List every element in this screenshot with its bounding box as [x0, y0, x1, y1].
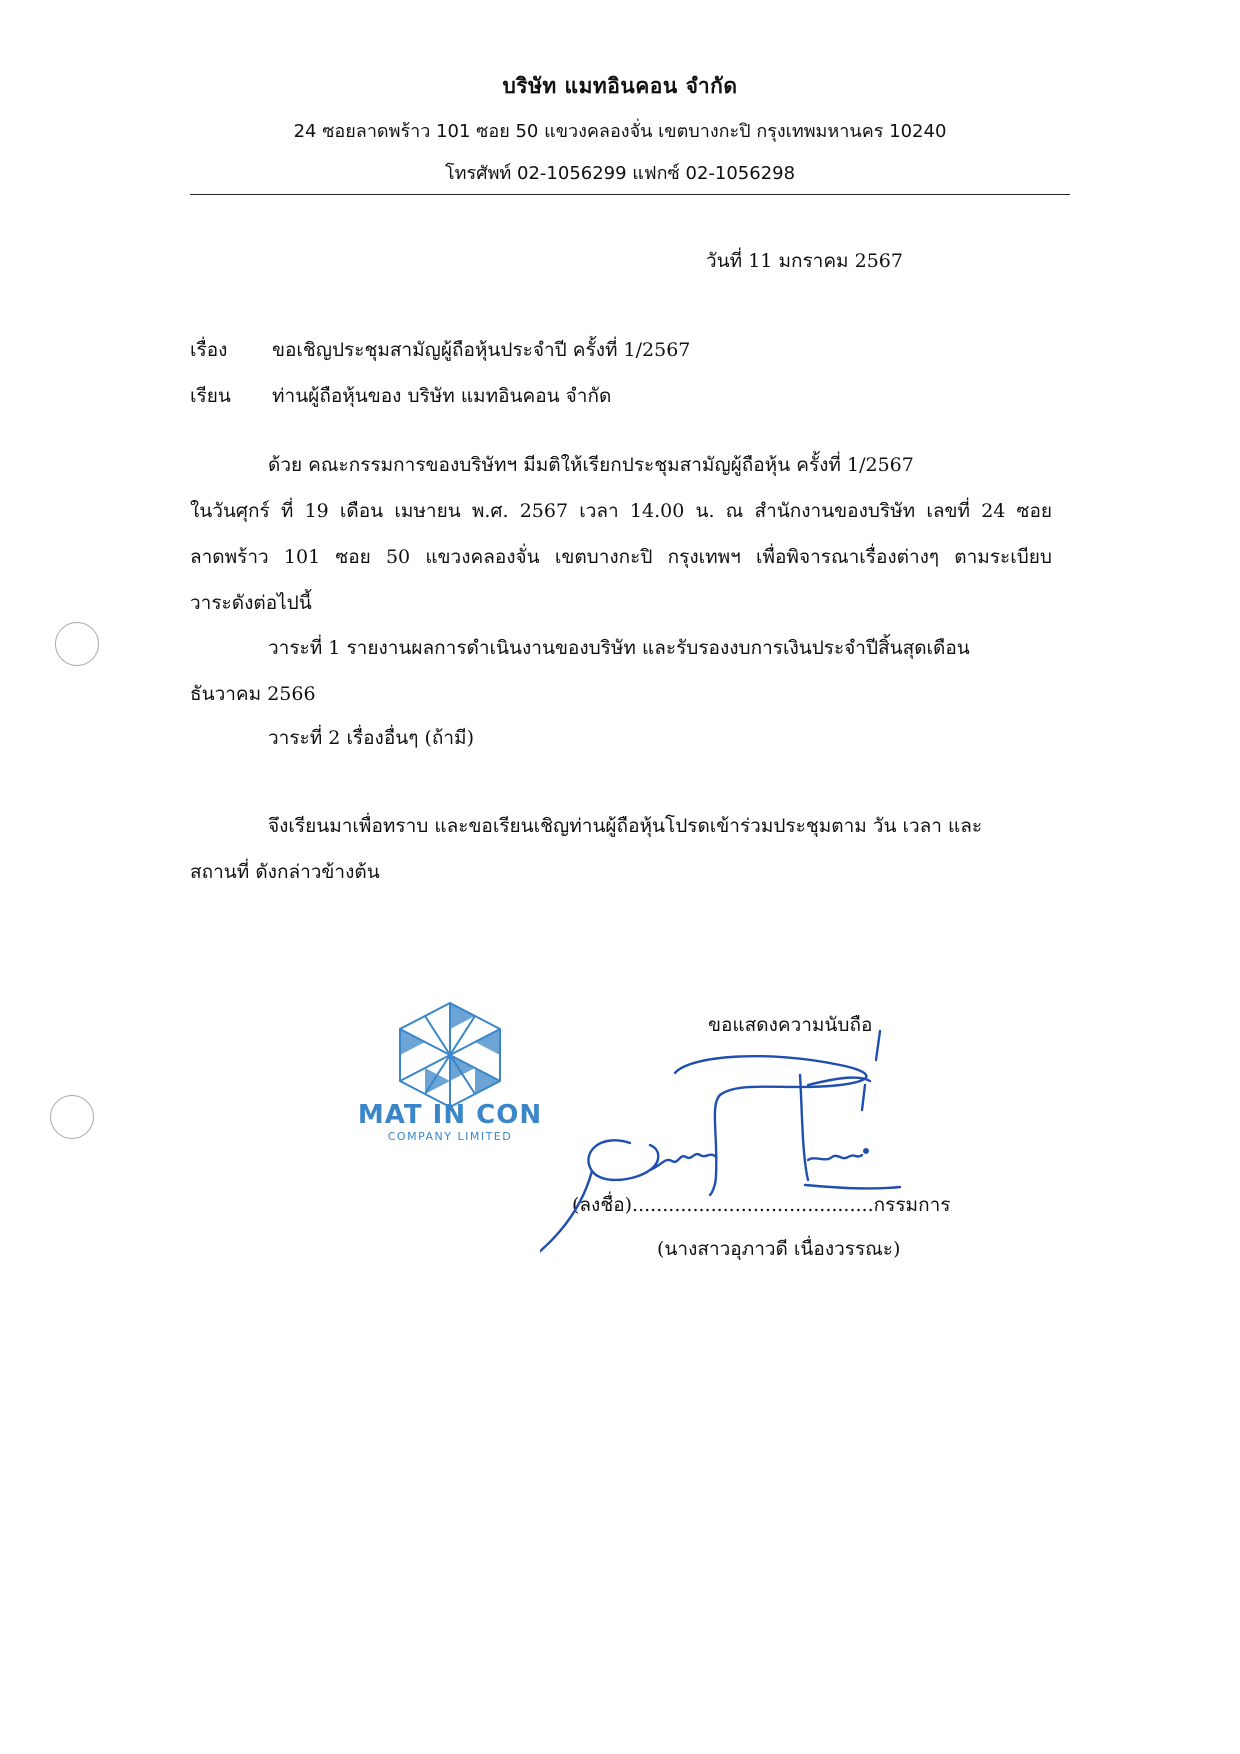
closing-line: สถานที่ ดังกล่าวข้างต้น [190, 861, 380, 883]
company-contact: โทรศัพท์ 02-1056299 แฟกซ์ 02-1056298 [444, 163, 796, 184]
signer-name: (นางสาวอุภาวดี เนื่องวรรณะ) [657, 1238, 901, 1260]
signature-line: (ลงชื่อ)........................................กรรมการ [572, 1194, 951, 1216]
punch-hole [55, 622, 99, 666]
recipient-label: เรียน [190, 385, 231, 407]
body-line: วาระดังต่อไปนี้ [190, 592, 312, 614]
company-name: บริษัท แมทอินคอน จำกัด [502, 74, 738, 98]
handwritten-signature [540, 1025, 1010, 1295]
letter-date: วันที่ 11 มกราคม 2567 [706, 250, 903, 272]
company-address: 24 ซอยลาดพร้าว 101 ซอย 50 แขวงคลองจั่น เขตบางกะปิ กรุงเทพมหานคร 10240 [293, 121, 947, 142]
header-divider [190, 194, 1070, 195]
closing-line: จึงเรียนมาเพื่อทราบ และขอเรียนเชิญท่านผู้ถือหุ้นโปรดเข้าร่วมประชุมตาม วัน เวลา และ [268, 815, 983, 837]
body-line: ด้วย คณะกรรมการของบริษัทฯ มีมติให้เรียกประชุมสามัญผู้ถือหุ้น ครั้งที่ 1/2567 [268, 454, 914, 476]
agenda-item-1: วาระที่ 1 รายงานผลการดำเนินงานของบริษัท และรับรองงบการเงินประจำปีสิ้นสุดเดือน [268, 637, 970, 659]
agenda-item-1-continued: ธันวาคม 2566 [190, 683, 316, 705]
recipient-text: ท่านผู้ถือหุ้นของ บริษัท แมทอินคอน จำกัด [272, 385, 612, 407]
body-line: ลาดพร้าว 101 ซอย 50 แขวงคลองจั่น เขตบางกะปิ กรุงเทพฯ เพื่อพิจารณาเรื่องต่างๆ ตามระเบียบ [190, 546, 1052, 568]
agenda-item-2: วาระที่ 2 เรื่องอื่นๆ (ถ้ามี) [268, 727, 474, 749]
subject-text: ขอเชิญประชุมสามัญผู้ถือหุ้นประจำปี ครั้งที่ 1/2567 [272, 339, 691, 361]
logo-wordmark: MAT IN CON [357, 1100, 543, 1130]
body-line: ในวันศุกร์ ที่ 19 เดือน เมษายน พ.ศ. 2567 เวลา 14.00 น. ณ สำนักงานของบริษัท เลขที่ 24 ซอย [190, 500, 1052, 522]
subject-label: เรื่อง [190, 339, 228, 361]
regards-text: ขอแสดงความนับถือ [708, 1014, 873, 1036]
logo-subtitle: COMPANY LIMITED [387, 1130, 513, 1143]
punch-hole [50, 1095, 94, 1139]
